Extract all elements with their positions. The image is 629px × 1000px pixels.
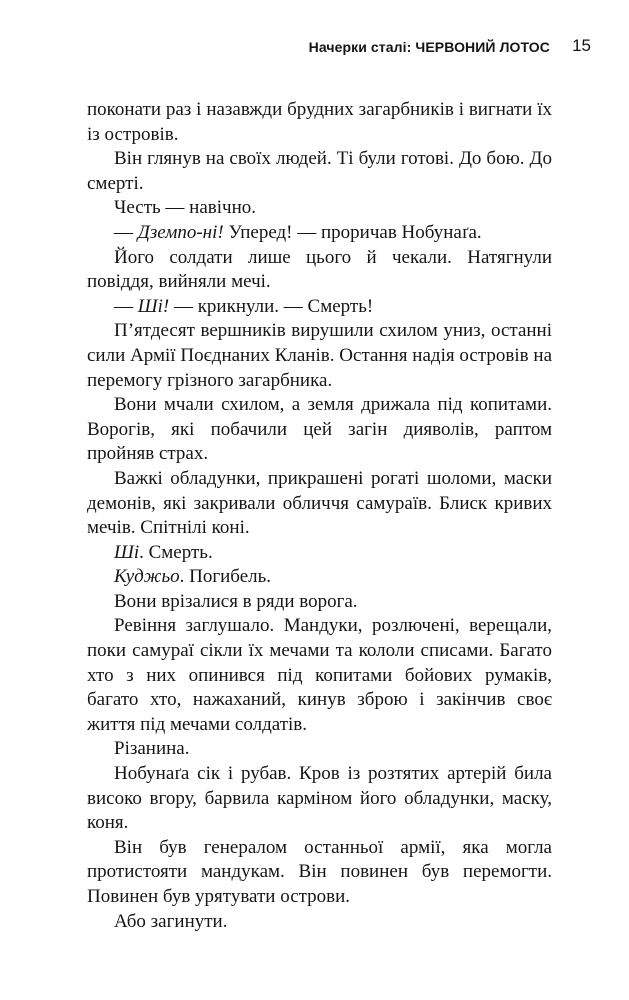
paragraph xyxy=(87,196,552,221)
text-run: Важкі обладунки, прикрашені рогаті шоломи, маски демонів, які закривали обличчя самураїв. Блиск кривих мечів. Спітнілі коні. xyxy=(87,467,552,539)
italic-text: Ші xyxy=(114,541,140,563)
paragraph xyxy=(87,467,552,541)
text-run: поконати раз і назавжди брудних загарбників і вигнати їх із островів. xyxy=(87,99,552,145)
text-run: Вони врізалися в ряди ворога. xyxy=(114,590,358,612)
text-run: Честь — навічно. xyxy=(114,197,256,219)
paragraph xyxy=(87,221,552,246)
body-text xyxy=(87,98,552,934)
running-title: Начерки сталі: ЧЕРВОНИЙ ЛОТОС xyxy=(308,39,550,55)
italic-text: Куджьо xyxy=(114,566,180,588)
text-run: П’ятдесят вершників вирушили схилом униз, останні сили Армії Поєднаних Кланів. Остання надія островів на перемогу грізного загарбника. xyxy=(87,320,552,391)
italic-text: Дземпо-ні! xyxy=(137,221,224,243)
paragraph xyxy=(87,295,552,320)
text-run: — крикнули. — Смерть! xyxy=(169,295,374,317)
text-run: Різанина. xyxy=(114,738,190,760)
text-run: Він глянув на своїх людей. Ті були готові. До бою. До смерті. xyxy=(87,148,552,194)
text-run: Нобунаґа сік і рубав. Кров із розтятих артерій била високо вгору, барвила карміном його обладунки, маску, коня. xyxy=(87,763,552,834)
text-run: . Смерть. xyxy=(139,541,213,563)
paragraph xyxy=(87,541,552,566)
text-run: — xyxy=(114,221,138,243)
paragraph xyxy=(87,614,552,737)
paragraph xyxy=(87,836,552,910)
italic-text: Ші! xyxy=(137,295,170,317)
running-head xyxy=(0,36,629,66)
text-run: Вони мчали схилом, а земля дрижала під копитами. Ворогів, які побачили цей загін дияволів, раптом пройняв страх. xyxy=(87,394,552,465)
page-number: 15 xyxy=(572,36,591,55)
paragraph xyxy=(87,590,552,615)
text-run: Ревіння заглушало. Мандуки, розлючені, верещали, поки самураї сікли їх мечами та кололи списами. Багато хто з них опинився під копитами бойових румаків, багато хто, нажаханий, кинув зброю і закінчив своє життя під мечами солдатів. xyxy=(87,615,552,735)
text-run: Уперед! — проричав Нобунаґа. xyxy=(223,221,482,243)
paragraph xyxy=(87,393,552,467)
paragraph xyxy=(87,147,552,196)
paragraph xyxy=(87,246,552,295)
paragraph xyxy=(87,565,552,590)
paragraph xyxy=(87,910,552,935)
paragraph xyxy=(87,98,552,147)
text-run: Його солдати лише цього й чекали. Натягнули повіддя, вийняли мечі. xyxy=(87,246,552,293)
text-run: . Погибель. xyxy=(179,566,272,588)
text-run: — xyxy=(114,295,138,317)
paragraph xyxy=(87,319,552,393)
paragraph xyxy=(87,762,552,836)
paragraph xyxy=(87,737,552,762)
text-run: Або загинути. xyxy=(114,910,228,932)
text-run: Він був генералом останньої армії, яка могла протистояти мандукам. Він повинен був перемогти. Повинен був урятувати острови. xyxy=(87,836,552,907)
